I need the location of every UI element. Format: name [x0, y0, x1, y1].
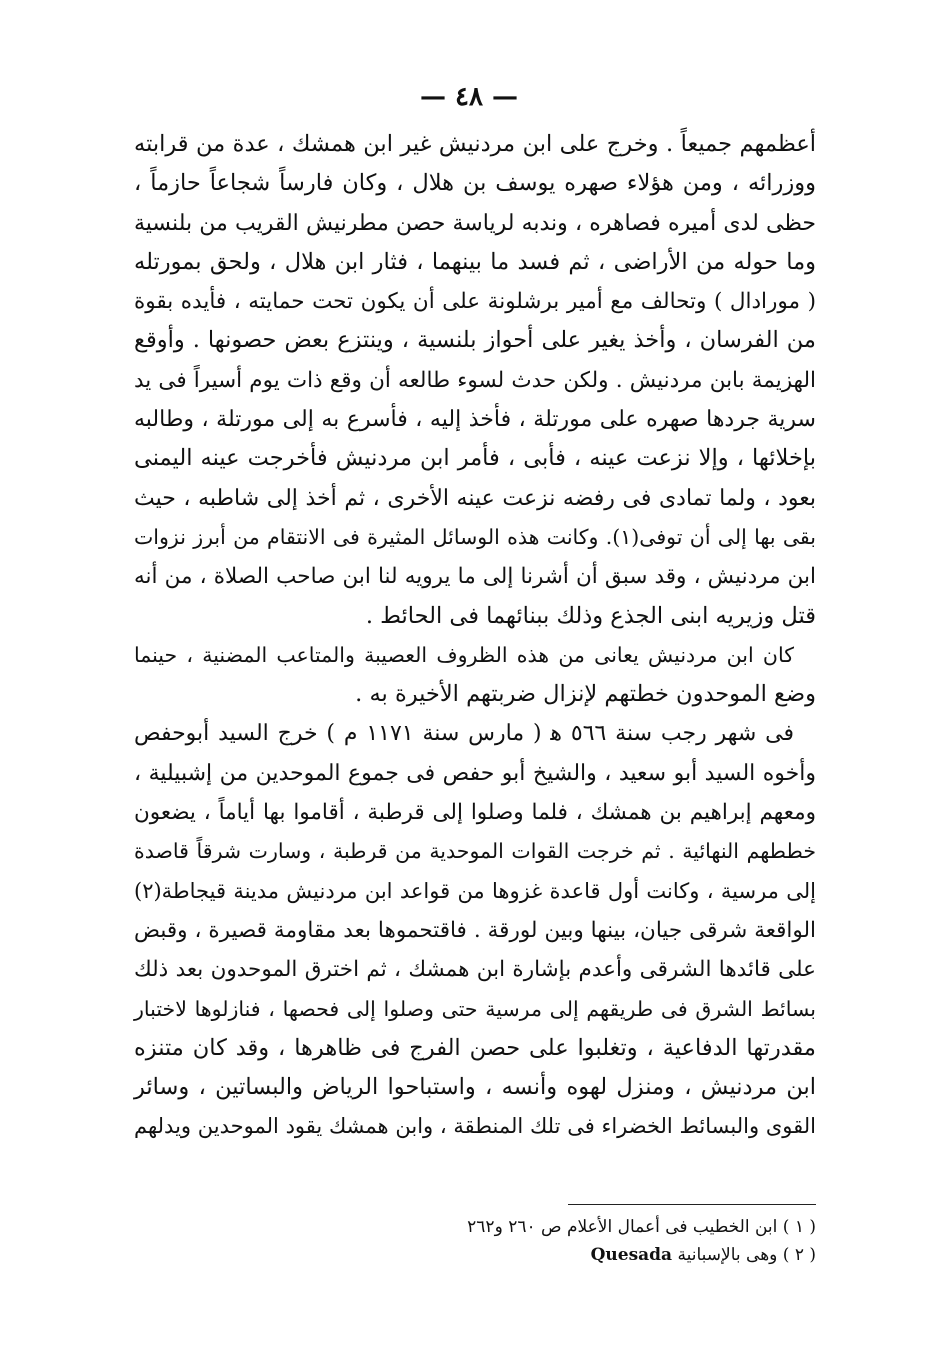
- footnote-divider: [568, 1204, 816, 1205]
- footnote-2-text: ( ٢ ) وهى بالإسبانية: [677, 1245, 816, 1265]
- footnotes: [330, 1213, 816, 1269]
- footnote-2-latin: Quesada: [590, 1245, 673, 1265]
- text-line: ومعهم إبراهيم بن همشك ، فلما وصلوا إلى قرطبة ، أقاموا بها أياماً ، يضعون: [134, 800, 816, 826]
- text-line: وضع الموحدون خطتهم لإنزال ضربتهم الأخيرة به .: [355, 681, 816, 708]
- text-line: كان ابن مردنيش يعانى من هذه الظروف العصيبة والمتاعب المضنية ، حينما: [134, 642, 794, 667]
- text-line: إلى مرسية ، وكانت أول قاعدة غزوها من قواعد ابن مردنيش مدينة قيجاطة(٢): [134, 878, 816, 903]
- text-line: ووزرائه ، ومن هؤلاء صهره يوسف بن هلال ، وكان فارساً شجاعاً حازماً ،: [134, 170, 816, 197]
- text-line: وما حوله من الأراضى ، ثم فسد ما بينهما ، فثار ابن هلال ، ولحق بمورتله: [134, 248, 816, 275]
- text-line: بإخلائها ، وإلا نزعت عينه ، فأبى ، فأمر ابن مردنيش فأخرجت عينه اليمنى: [134, 445, 816, 472]
- text-line: قتل وزيريه ابنى الجذع وذلك ببنائهما فى الحائط .: [365, 602, 816, 629]
- text-line: ابن مردنيش ، وقد سبق أن أشرنا إلى ما يرويه لنا ابن صاحب الصلاة ، من أنه: [134, 564, 816, 590]
- text-line: على قائدها الشرقى وأعدم بإشارة ابن همشك ، ثم اخترق الموحدون بعد ذلك: [134, 957, 816, 983]
- text-line: بعود ، ولما تمادى فى رفضه نزعت عينه الأخرى ، ثم أخذ إلى شاطبه ، حيث: [134, 485, 816, 511]
- text-line: خططهم النهائية . ثم خرجت القوات الموحدية من قرطبة ، وسارت شرقاً قاصدة: [134, 839, 816, 864]
- text-line: سرية جردها صهره على مورتلة ، فأخذ إليه ، فأسرع به إلى مورتلة ، وطالبه: [134, 407, 816, 433]
- text-line: ( مورادال ) وتحالف مع أمير برشلونة على أن يكون تحت حمايته ، فأيده بقوة: [134, 289, 816, 315]
- text-line: فى شهر رجب سنة ٥٦٦ ﻫ ( مارس سنة ١١٧١ م ) خرج السيد أبوحفص: [134, 721, 794, 747]
- text-line: أعظمهم جميعاً . وخرج على ابن مردنيش غير ابن همشك ، عدة من قرابته: [134, 131, 816, 157]
- text-line: مقدرتها الدفاعية ، وتغلبوا على حصن الفرج فى ظاهرها ، وقد كان متنزه: [134, 1034, 816, 1061]
- text-line: بسائط الشرق فى طريقهم إلى مرسية حتى وصلوا إلى فحصها ، فنازلوها لاختبار: [134, 996, 816, 1021]
- page-number: — ٤٨ —: [419, 82, 519, 112]
- text-line: بقى بها إلى أن توفى(١). وكانت هذه الوسائل المثيرة فى الانتقام من أبرز نزوات: [134, 524, 817, 549]
- text-line: الهزيمة بابن مردنيش . ولكن حدث لسوء طالعه أن وقع ذات يوم أسيراً فى يد: [134, 367, 816, 393]
- text-line: القوى والبسائط الخضراء فى تلك المنطقة ، وابن همشك يقود الموحدين ويدلهم: [134, 1114, 816, 1139]
- text-line: الواقعة شرقى جيان، بينها وبين لورقة . فاقتحموها بعد مقاومة قصيرة ، وقبض: [134, 917, 816, 943]
- text-line: من الفرسان ، وأخذ يغير على أحواز بلنسية ، وينتزع بعض حصونها . وأوقع: [134, 327, 816, 354]
- footnote-1: ( ١ ) ابن الخطيب فى أعمال الأعلام ص ٢٦٠ و٢٦٢: [467, 1217, 816, 1237]
- text-line: وأخوه السيد أبو سعيد ، والشيخ أبو حفص فى جموع الموحدين من إشبيلية ،: [134, 760, 817, 786]
- body-text: [134, 125, 816, 1147]
- text-line: حظى لدى أميره فصاهره ، وندبه لرياسة حصن مطرنيش القريب من بلنسية: [134, 210, 816, 236]
- text-line: ابن مردنيش ، ومنزل لهوه وأنسه ، واستباحوا الرياض والبساتين ، وسائر: [134, 1074, 816, 1101]
- footnote-2: [330, 1241, 816, 1269]
